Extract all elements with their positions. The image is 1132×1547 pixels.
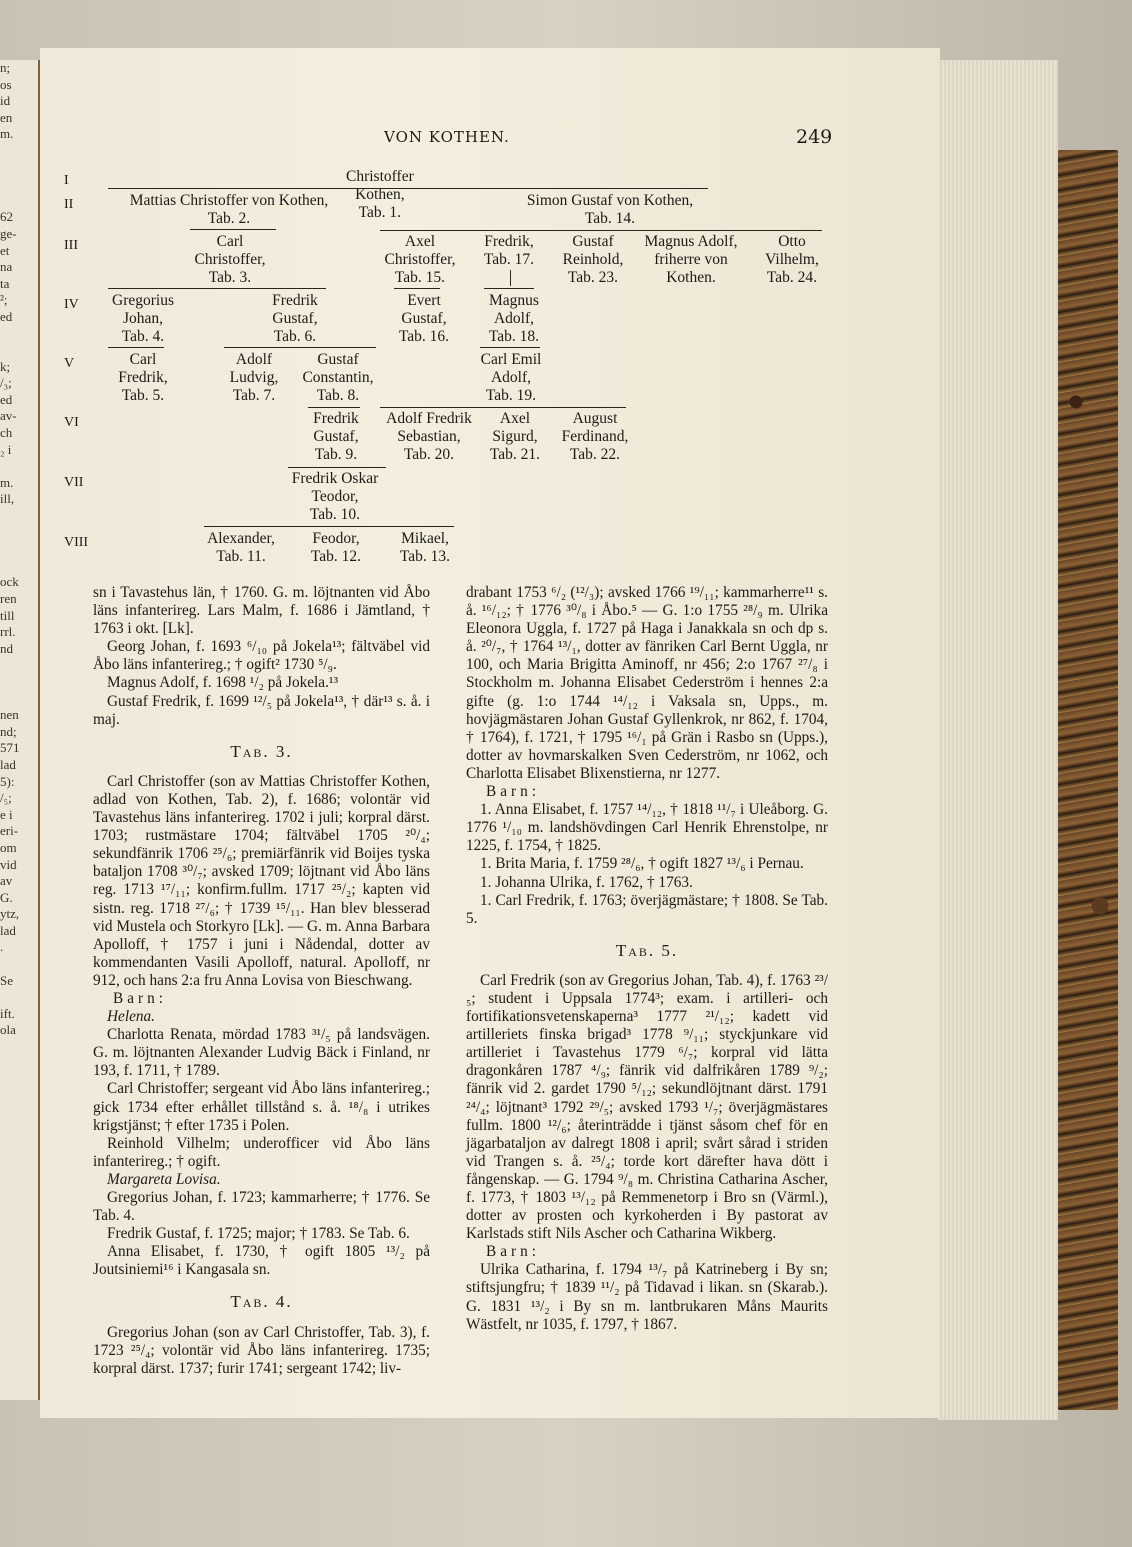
section-heading: Tab. 5.	[615, 940, 679, 960]
child-entry: Ulrika Catharina, f. 1794 ¹³/₇ på Katrineberg i By sn; stiftsjungfru; † 1839 ¹¹/₂ på Tidavad i likan. sn (Skarab.). G. 1831 ¹³/₂ i By sn m. lantbrukaren Måns Maurits Wästfelt, nr 1035, f. 1797, † 1867.	[466, 1261, 828, 1333]
child-entry: Charlotta Renata, mördad 1783 ³¹/₅ på landsvägen. G. m. löjtnanten Alexander Ludvig Bäck i Finland, nr 193, f. 1711, † 1789.	[93, 1026, 430, 1080]
facing-page-fragment: et	[0, 242, 10, 258]
facing-page-fragment: ta	[0, 275, 10, 291]
tree-node: Axel Christoffer, Tab. 15.	[384, 233, 456, 286]
tree-node: Adolf Fredrik Sebastian, Tab. 20.	[386, 410, 472, 463]
marbled-cover-edge	[1058, 150, 1118, 1410]
tree-node: Feodor, Tab. 12.	[310, 530, 362, 565]
facing-page-fragment: k;	[0, 358, 11, 374]
tree-node: Fredrik Gustaf, Tab. 9.	[313, 410, 359, 463]
facing-page-fragment: ch	[0, 425, 13, 441]
tree-node: Gregorius Johan, Tab. 4.	[112, 292, 174, 345]
tree-node: Fredrik Oskar Teodor, Tab. 10.	[291, 470, 379, 523]
running-title: VON KOTHEN.	[384, 128, 510, 146]
generation-label: I	[64, 173, 69, 188]
children-heading: Barn:	[486, 783, 540, 801]
facing-page-fragment: e i	[0, 806, 13, 822]
tree-node: Evert Gustaf, Tab. 16.	[398, 292, 450, 345]
children-heading: Barn:	[113, 989, 167, 1007]
generation-label: IV	[64, 297, 79, 312]
child-entry: Reinhold Vilhelm; underofficer vid Åbo läns infanterireg.; † ogift.	[93, 1134, 430, 1170]
generation-label: VII	[64, 475, 84, 490]
facing-page-fragment: ola	[0, 1022, 16, 1038]
facing-page-fragment: G.	[0, 889, 13, 905]
paragraph: Gregorius Johan (son av Carl Christoffer, Tab. 3), f. 1723 ²⁵/₄; volontär vid Åbo läns infanterireg. 1735; korpral därst. 1737; furir 1741; sergeant 1742; liv-	[93, 1323, 430, 1377]
tree-node: Alexander, Tab. 11.	[207, 530, 275, 565]
facing-page-fragment: ed	[0, 391, 13, 407]
facing-page-fragment	[0, 458, 38, 475]
generation-label: III	[64, 238, 78, 253]
facing-page-fragment: ock	[0, 574, 19, 590]
facing-page-fragment	[0, 657, 38, 674]
tree-node: Mattias Christoffer von Kothen, Tab. 2.	[129, 192, 329, 227]
facing-page-fragment: m.	[0, 474, 14, 490]
tree-node: Axel Sigurd, Tab. 21.	[489, 410, 541, 463]
facing-page-fragment: .	[0, 939, 4, 955]
child-entry: Gregorius Johan, f. 1723; kammarherre; † 1776. Se Tab. 4.	[93, 1189, 430, 1225]
left-text-column	[93, 584, 430, 1378]
facing-page-fragment	[0, 956, 38, 973]
tree-branch-line	[224, 347, 376, 348]
paragraph: Gustaf Fredrik, f. 1699 ¹²/₅ på Jokela¹³, † där¹³ s. å. i maj.	[93, 692, 430, 728]
facing-page-fragment: vid	[0, 856, 17, 872]
tree-branch-line	[484, 288, 534, 289]
children-heading: Barn:	[486, 1243, 540, 1261]
tree-node: Magnus Adolf, friherre von Kothen.	[644, 233, 738, 286]
facing-page-fragment: ill,	[0, 491, 15, 507]
facing-page-fragment	[0, 326, 38, 343]
paragraph: drabant 1753 ⁶/₂ (¹²/₃); avsked 1766 ¹⁹/₁₁; kammarherre¹¹ s. å. ¹⁶/₁₂; † 1776 ³⁰/₈ i Åbo.⁵ — G. 1:o 1755 ²⁸/₉ m. Ulrika Eleonora Uggla, f. 1727 på Haga i Janakkala sn och dp s. å. ²⁰/₇, † 1764 ¹³/₁, dotter av fänriken Carl Bernt Uggla, nr 100, och Maria Brigitta Aminoff, nr 456; 2:o 1767 ²⁷/₈ i Stockholm m. Johanna Elisabet Cederström i hennes 2:a gifte (g. 1:o 1744 ¹⁴/₁₂ i Vaksala sn, Upps., m. hovjägmästaren Johan Gustaf Gyllenkrok, nr 862, f. 1704, † 1764), f. 1721, † 1795 ¹⁶/₁ på Grän i Rasbo sn (Upps.), dotter av hovmarskalken Sven Cederström, nr 1062, och Charlotta Elisabet Blixenstierna, nr 1277.	[466, 584, 828, 782]
tree-node: Fredrik, Tab. 17.	[483, 233, 535, 268]
page-stack-edge	[938, 60, 1058, 1420]
facing-page-fragment: 571	[0, 740, 20, 756]
child-entry: Anna Elisabet, f. 1730, † ogift 1805 ¹³/₂ på Joutsiniemi¹⁶ i Kangasala sn.	[93, 1243, 430, 1279]
facing-page-fragment	[0, 160, 38, 177]
section-heading: Tab. 4.	[230, 1292, 293, 1312]
tree-node-root: Christoffer Kothen, Tab. 1.	[346, 168, 414, 221]
facing-page-fragment: /₅;	[0, 790, 12, 806]
tree-branch-line	[394, 288, 440, 289]
section-heading: Tab. 3.	[230, 741, 293, 761]
tree-node: Adolf Ludvig, Tab. 7.	[229, 351, 279, 404]
facing-page-fragment: ge-	[0, 225, 17, 241]
facing-page-fragment	[0, 193, 38, 210]
facing-page-fragment: id	[0, 93, 11, 109]
tree-branch-line	[288, 467, 386, 468]
facing-page-fragment	[0, 342, 38, 359]
facing-page-fragment: n;	[0, 60, 11, 75]
tree-node: Magnus Adolf, Tab. 18.	[488, 292, 540, 345]
generation-label: II	[64, 197, 74, 212]
facing-page-fragment: av	[0, 873, 13, 889]
tree-node: Carl Fredrik, Tab. 5.	[118, 351, 168, 404]
tree-node: Otto Vilhelm, Tab. 24.	[765, 233, 819, 286]
facing-page-fragment: lad	[0, 756, 16, 772]
child-entry: 1. Carl Fredrik, f. 1763; överjägmästare; † 1808. Se Tab. 5.	[466, 891, 828, 927]
facing-page-fragment: eri-	[0, 823, 19, 839]
child-entry: Fredrik Gustaf, f. 1725; major; † 1783. Se Tab. 6.	[107, 1225, 410, 1243]
tree-branch-line	[380, 230, 822, 231]
child-entry: 1. Brita Maria, f. 1759 ²⁸/₆, † ogift 1827 ¹³/₆ i Pernau.	[480, 855, 804, 873]
facing-page-fragment: av-	[0, 408, 17, 424]
paragraph: Georg Johan, f. 1693 ⁶/₁₀ på Jokela¹³; fältväbel vid Åbo läns infanterireg.; † ogift² 1730 ⁵/₉.	[93, 638, 430, 674]
tree-branch-line	[480, 347, 540, 348]
facing-page-fragment	[0, 558, 38, 575]
facing-page-fragment: na	[0, 259, 13, 275]
facing-page-fragment	[0, 691, 38, 708]
page-number: 249	[796, 126, 833, 148]
facing-page-fragment: om	[0, 839, 17, 855]
facing-page-fragment: ₂ i	[0, 441, 12, 457]
tree-node: Mikael, Tab. 13.	[399, 530, 451, 565]
facing-page-fragment	[0, 989, 38, 1006]
facing-page-fragment: 5):	[0, 773, 15, 789]
tree-node: August Ferdinand, Tab. 22.	[561, 410, 629, 463]
facing-page-fragment	[0, 541, 38, 558]
facing-page-fragment: ytz,	[0, 906, 20, 922]
facing-page-fragment	[0, 525, 38, 542]
generation-label: V	[64, 356, 75, 371]
tree-node: Simon Gustaf von Kothen, Tab. 14.	[526, 192, 694, 227]
facing-page-fragment: os	[0, 76, 12, 92]
facing-page-fragment: nen	[0, 707, 19, 723]
generation-label: VI	[64, 415, 79, 430]
tree-branch-line	[204, 526, 454, 527]
tree-branch-line	[108, 188, 708, 189]
tree-node: Carl Christoffer, Tab. 3.	[194, 233, 266, 286]
tree-branch-line	[308, 407, 360, 408]
tree-branch-line	[510, 270, 511, 286]
tree-branch-line	[190, 229, 276, 230]
facing-page-fragment: 62	[0, 209, 13, 225]
facing-page-fragment: rrl.	[0, 624, 16, 640]
tree-branch-line	[108, 347, 164, 348]
facing-page-fragment	[0, 143, 38, 160]
facing-page-fragment: m.	[0, 126, 14, 142]
child-entry: Helena.	[107, 1008, 155, 1026]
facing-page-fragment: ed	[0, 308, 13, 324]
paragraph: Magnus Adolf, f. 1698 ¹/₂ på Jokela.¹³	[107, 674, 339, 692]
facing-page-fragment: lad	[0, 922, 16, 938]
facing-page-fragment	[0, 508, 38, 525]
facing-page-edge	[0, 60, 40, 1400]
facing-page-fragment: en	[0, 109, 13, 125]
paragraph: Carl Fredrik (son av Gregorius Johan, Tab. 4), f. 1763 ²³/₅; student i Uppsala 1774³; exam. i artilleri- och fortifikationsvetenskaperna³ 1777 ²¹/₁₂; kadett vid artilleriets finska brigad³ 1778 ⁹/₁₁; styckjunkare vid artilleriet i Tavastehus 1779 ⁶/₇; korpral vid lätta dragonkåren 1787 ⁴/₉; fänrik vid dalfrikåren 1789 ⁹/₂; fänrik vid 2. gardet 1790 ⁵/₁₂; sekundlöjtnant därst. 1791 ²⁴/₄; löjtnant³ 1792 ²⁹/₅; avsked 1793 ¹/₇; överjägmästares fullm. 1800 ¹²/₆; återinträdde i tjänst såsom chef för en jägarbataljon av dalregt 1808 i april; svårt sårad i striden vid Trangen s. å. ²⁵/₄; torde kort därefter hava dött i fångenskap. — G. 1794 ⁹/₈ m. Christina Catharina Ascher, f. 1773, † 1803 ¹³/₁₂ på Remmenetorp i Bro sn (Värml.), dotter av prosten och kyrkoherden i By pastorat av Karlstads stift Nils Ascher och Catharina Wikberg.	[466, 971, 828, 1243]
tree-node: Gustaf Constantin, Tab. 8.	[302, 351, 374, 404]
facing-page-text-fragments	[0, 60, 38, 1039]
tree-branch-line	[108, 288, 326, 289]
facing-page-fragment: ift.	[0, 1005, 15, 1021]
facing-page-fragment: /₃;	[0, 375, 12, 391]
generation-label: VIII	[64, 535, 89, 550]
child-entry: Carl Christoffer; sergeant vid Åbo läns infanterireg.; gick 1734 efter erhållet tillstånd s. å. ¹⁸/₈ i utrikes krigstjänst; † efter 1735 i Polen.	[93, 1080, 430, 1134]
facing-page-fragment: nd;	[0, 723, 17, 739]
facing-page-fragment: ²;	[0, 292, 8, 308]
facing-page-fragment: till	[0, 607, 15, 623]
right-text-column	[466, 584, 828, 1334]
tree-node: Gustaf Reinhold, Tab. 23.	[562, 233, 624, 286]
child-entry: Margareta Lovisa.	[107, 1170, 221, 1188]
facing-page-fragment: ren	[0, 591, 17, 606]
tree-node: Fredrik Gustaf, Tab. 6.	[272, 292, 318, 345]
tree-node: Carl Emil Adolf, Tab. 19.	[480, 351, 542, 404]
paragraph: sn i Tavastehus län, † 1760. G. m. löjtnanten vid Åbo läns infanterireg. Lars Malm, f. 1686 i Jämtland, † 1763 i okt. [Lk].	[93, 584, 430, 638]
facing-page-fragment: nd	[0, 640, 13, 656]
facing-page-fragment	[0, 176, 38, 193]
facing-page-fragment: Se	[0, 972, 13, 988]
tree-branch-line	[380, 407, 626, 408]
facing-page-fragment	[0, 674, 38, 691]
child-entry: 1. Anna Elisabet, f. 1757 ¹⁴/₁₂, † 1818 ¹¹/₇ i Uleåborg. G. 1776 ¹/₁₀ m. landshövdingen Carl Henrik Ehrenstolpe, nr 1225, f. 1754, † 1825.	[466, 801, 828, 855]
paragraph: Carl Christoffer (son av Mattias Christoffer Kothen, adlad von Kothen, Tab. 2), f. 1686; volontär vid Tavastehus läns infanterireg. 1702 i juli; korpral därst. 1703; rustmästare 1704; fältväbel 1705 ²⁰/₄; sekundfänrik 1706 ²⁵/₆; premiärfänrik vid Boijes tyska bataljon 1708 ³⁰/₇; avsked 1709; löjtnant vid Åbo läns reg. 1713 ¹⁷/₁₁; konfirm.fullm. 1717 ²⁵/₂; kapten vid sistn. reg. 1718 ²⁷/₆; † 1739 ¹⁵/₁₁. Han blev blesserad vid Mustela och Storkyro [Lk]. — G. m. Anna Barbara Apolloff, † 1757 i juni i Nådendal, dotter av kommendanten Vasili Apolloff, natural. Apolloff, nr 912, och hans 2:a fru Anna Lovisa von Bieschwang.	[93, 772, 430, 989]
child-entry: 1. Johanna Ulrika, f. 1762, † 1763.	[480, 873, 693, 891]
